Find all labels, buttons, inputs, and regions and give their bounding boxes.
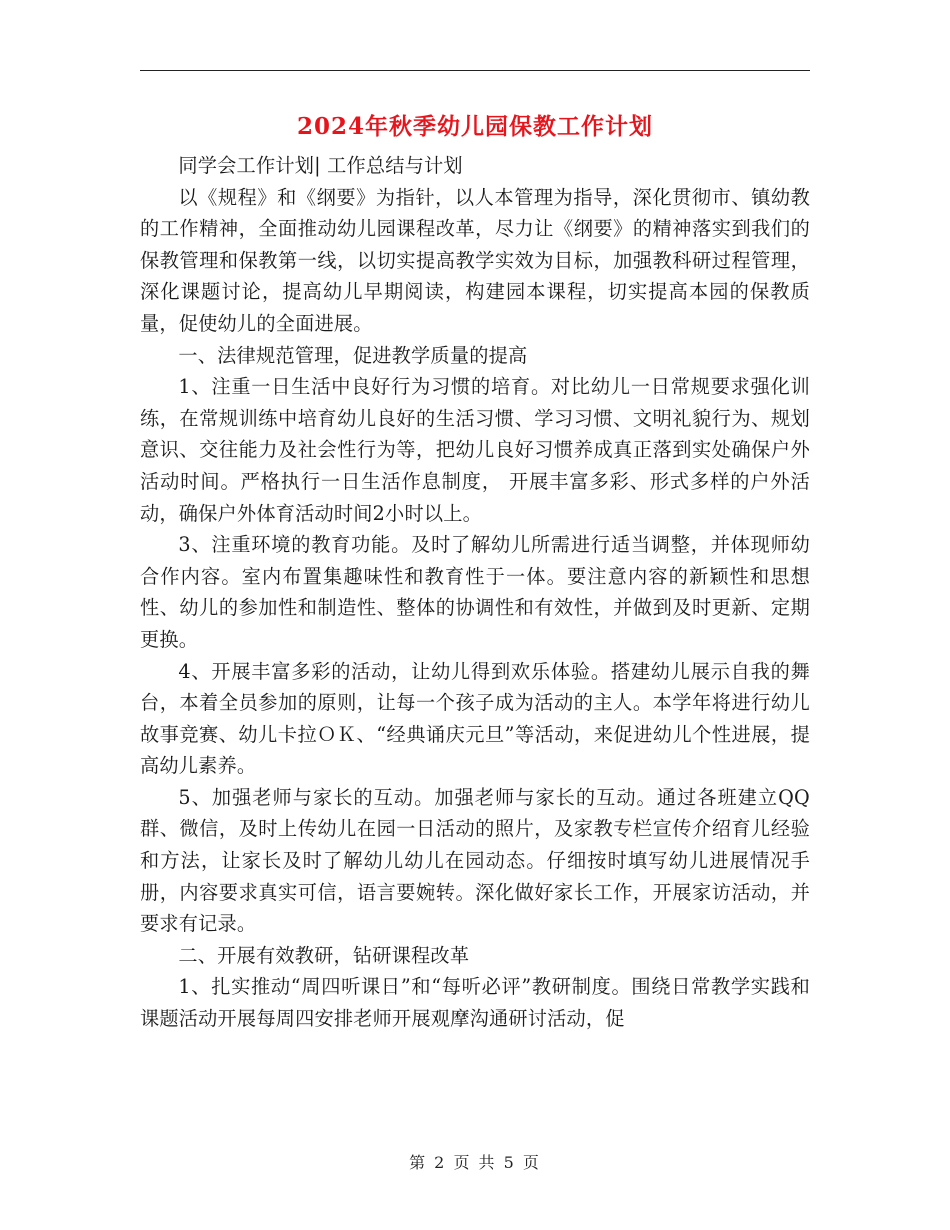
document-title: 2024年秋季幼儿园保教工作计划 xyxy=(296,113,653,140)
document-body xyxy=(140,150,810,1035)
paragraph: 4、开展丰富多彩的活动，让幼儿得到欢乐体验。搭建幼儿展示自我的舞台，本着全员参加的原则，让每一个孩子成为活动的主人。本学年将进行幼儿故事竞赛、幼儿卡拉ＯＫ、“经典诵庆元旦”等活动，来促进幼儿个性进展，提高幼儿素养。 xyxy=(140,659,810,778)
section-heading: 二、开展有效教研，钻研课程改革 xyxy=(178,943,470,967)
paragraph: 5、加强老师与家长的互动。加强老师与家长的互动。通过各班建立QQ群、微信，及时上传幼儿在园一日活动的照片，及家教专栏宣传介绍育儿经验和方法，让家长及时了解幼儿幼儿在园动态。仔细按时填写幼儿进展情况手册，内容要求真实可信，语言要婉转。深化做好家长工作，开展家访活动，并要求有记录。 xyxy=(140,785,810,936)
page-footer: 第 2 页 共 5 页 xyxy=(409,1153,541,1172)
header-rule xyxy=(140,70,810,71)
paragraph: 1、注重一日生活中良好行为习惯的培育。对比幼儿一日常规要求强化训练，在常规训练中培育幼儿良好的生活习惯、学习习惯、文明礼貌行为、规划意识、交往能力及社会性行为等，把幼儿良好习惯养成真正落到实处确保户外活动时间。严格执行一日生活作息制度， 开展丰富多彩、形式多样的户外活动，确保户外体育活动时间2小时以上。 xyxy=(140,375,810,525)
paragraph: 以《规程》和《纲要》为指针，以人本管理为指导，深化贯彻市、镇幼教的工作精神，全面推动幼儿园课程改革，尽力让《纲要》的精神落实到我们的保教管理和保教第一线，以切实提高教学实效为目标，加强教科研过程管理，深化课题讨论，提高幼儿早期阅读，构建园本课程，切实提高本园的保教质量，促使幼儿的全面进展。 xyxy=(140,185,810,335)
paragraph-subtitle: 同学会工作计划| 工作总结与计划 xyxy=(178,154,463,177)
paragraph: 1、扎实推动“周四听课日”和“每听必评”教研制度。围绕日常教学实践和课题活动开展每周四安排老师开展观摩沟通研讨活动，促 xyxy=(140,975,810,1031)
section-heading: 一、法律规范管理，促进教学质量的提高 xyxy=(178,343,528,367)
paragraph: 3、注重环境的教育功能。及时了解幼儿所需进行适当调整，并体现师幼合作内容。室内布置集趣味性和教育性于一体。要注意内容的新颖性和思想性、幼儿的参加性和制造性、整体的协调性和有效性，并做到及时更新、定期更换。 xyxy=(140,533,810,651)
